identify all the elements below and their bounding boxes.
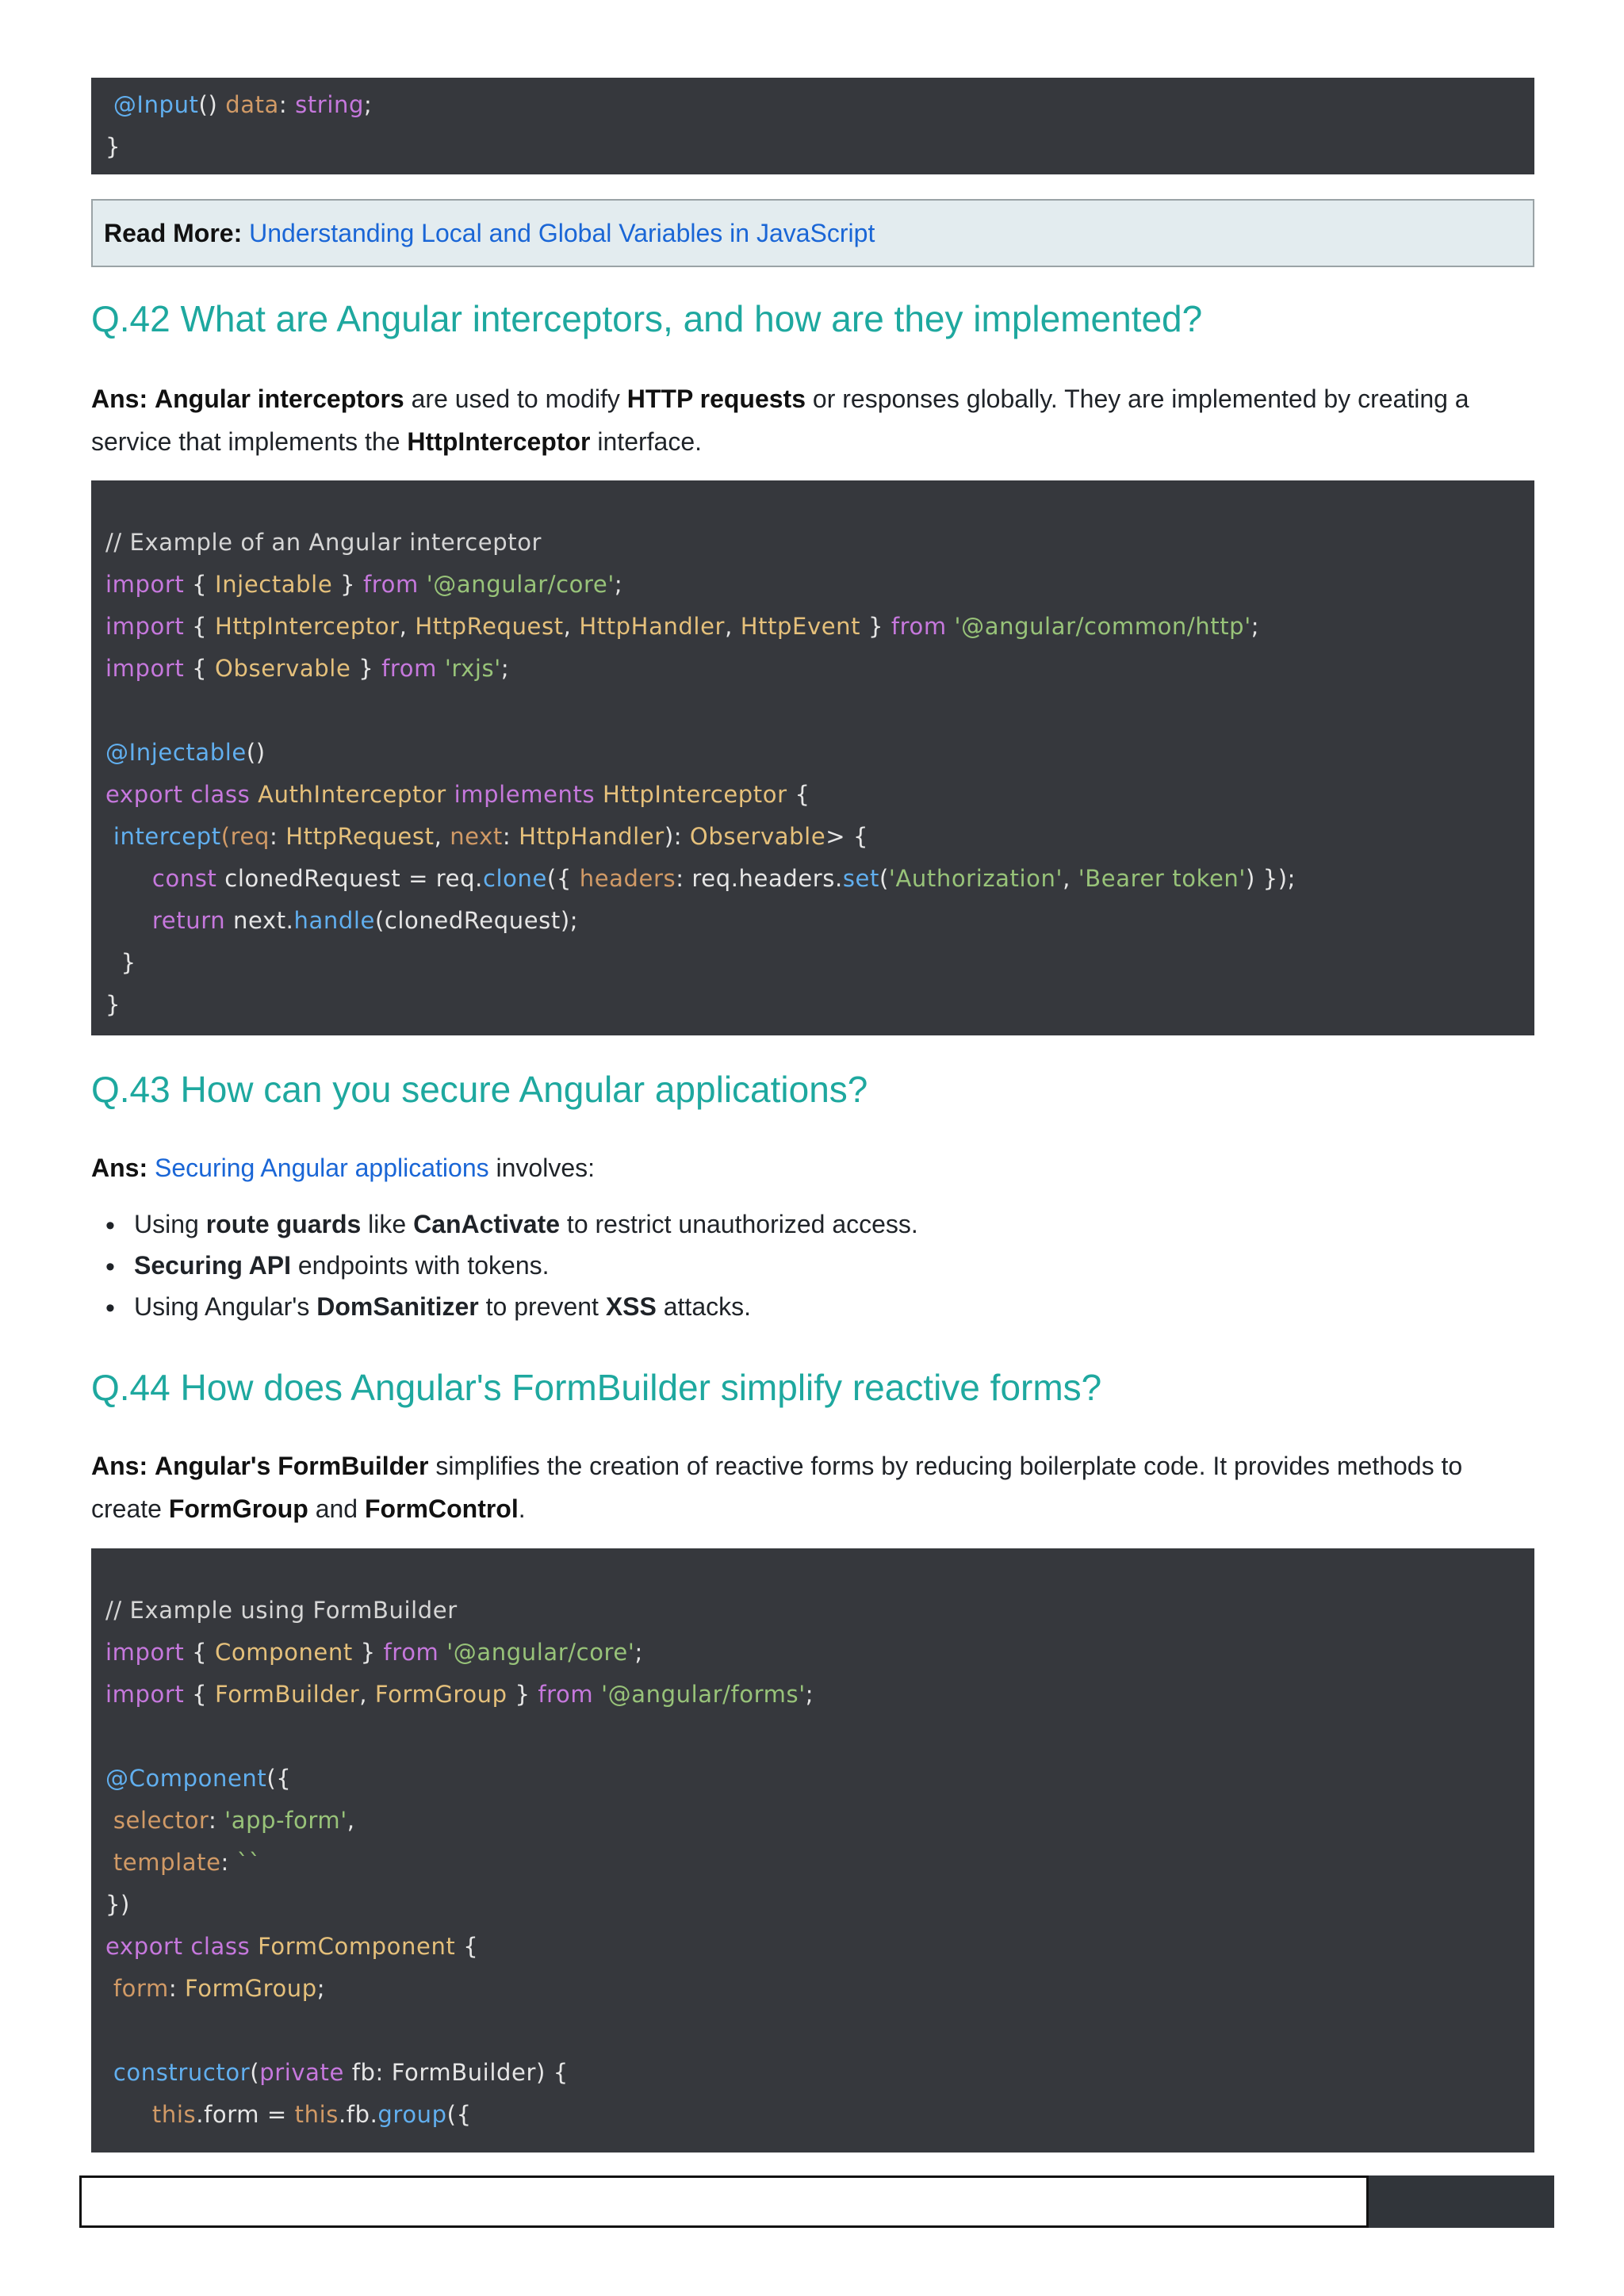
footer-box bbox=[79, 2175, 1369, 2228]
read-more-link[interactable]: Understanding Local and Global Variables in JavaScript bbox=[249, 219, 875, 247]
list-item: • Using Angular's DomSanitizer to prevent XSS attacks. bbox=[91, 1286, 918, 1327]
list-item: • Using route guards like CanActivate to restrict unauthorized access. bbox=[91, 1203, 918, 1245]
security-bullet-list bbox=[91, 1203, 918, 1327]
read-more-label: Read More: bbox=[104, 219, 243, 247]
code-block-interceptor: // Example of an Angular interceptor import { Injectable } from '@angular/core'; import { HttpInterceptor, HttpRequest, HttpHandler, HttpEvent } from '@angular/common/http'; import { Observable } from 'rxjs'; @Injectable() export class AuthInterceptor implements HttpInterceptor { intercept(req: HttpRequest, next: HttpHandler): Observable> { const clonedRequest = req.clone({ headers: req.headers.set('Authorization', 'Bearer token') }); return next.handle(clonedRequest); } } bbox=[91, 480, 1534, 1035]
heading-q44: Q.44 How does Angular's FormBuilder simplify reactive forms? bbox=[91, 1367, 1102, 1408]
heading-q42: Q.42 What are Angular interceptors, and how are they implemented? bbox=[91, 298, 1203, 339]
securing-angular-link[interactable]: Securing Angular applications bbox=[155, 1154, 489, 1182]
footer-dark-block bbox=[1369, 2175, 1554, 2228]
answer-q42: Ans: Angular interceptors are used to modify HTTP requests or responses globally. They are implemented by creating a service that implements the HttpInterceptor interface. bbox=[91, 385, 1469, 456]
answer-q43: Ans: Securing Angular applications involves: bbox=[91, 1154, 595, 1182]
code-block-formbuilder: // Example using FormBuilder import { Component } from '@angular/core'; import { FormBuilder, FormGroup } from '@angular/forms'; @Component({ selector: 'app-form', template: `` }) export class FormComponent { form: FormGroup; constructor(private fb: FormBuilder) { this.form = this.fb.group({ bbox=[91, 1548, 1534, 2152]
read-more-box bbox=[91, 199, 1534, 267]
heading-q43: Q.43 How can you secure Angular applications? bbox=[91, 1069, 868, 1110]
code-block-input: @Input() data: string; } bbox=[91, 78, 1534, 174]
answer-q44: Ans: Angular's FormBuilder simplifies the creation of reactive forms by reducing boilerplate code. It provides methods to create FormGroup and FormControl. bbox=[91, 1452, 1463, 1523]
list-item: • Securing API endpoints with tokens. bbox=[91, 1245, 918, 1286]
